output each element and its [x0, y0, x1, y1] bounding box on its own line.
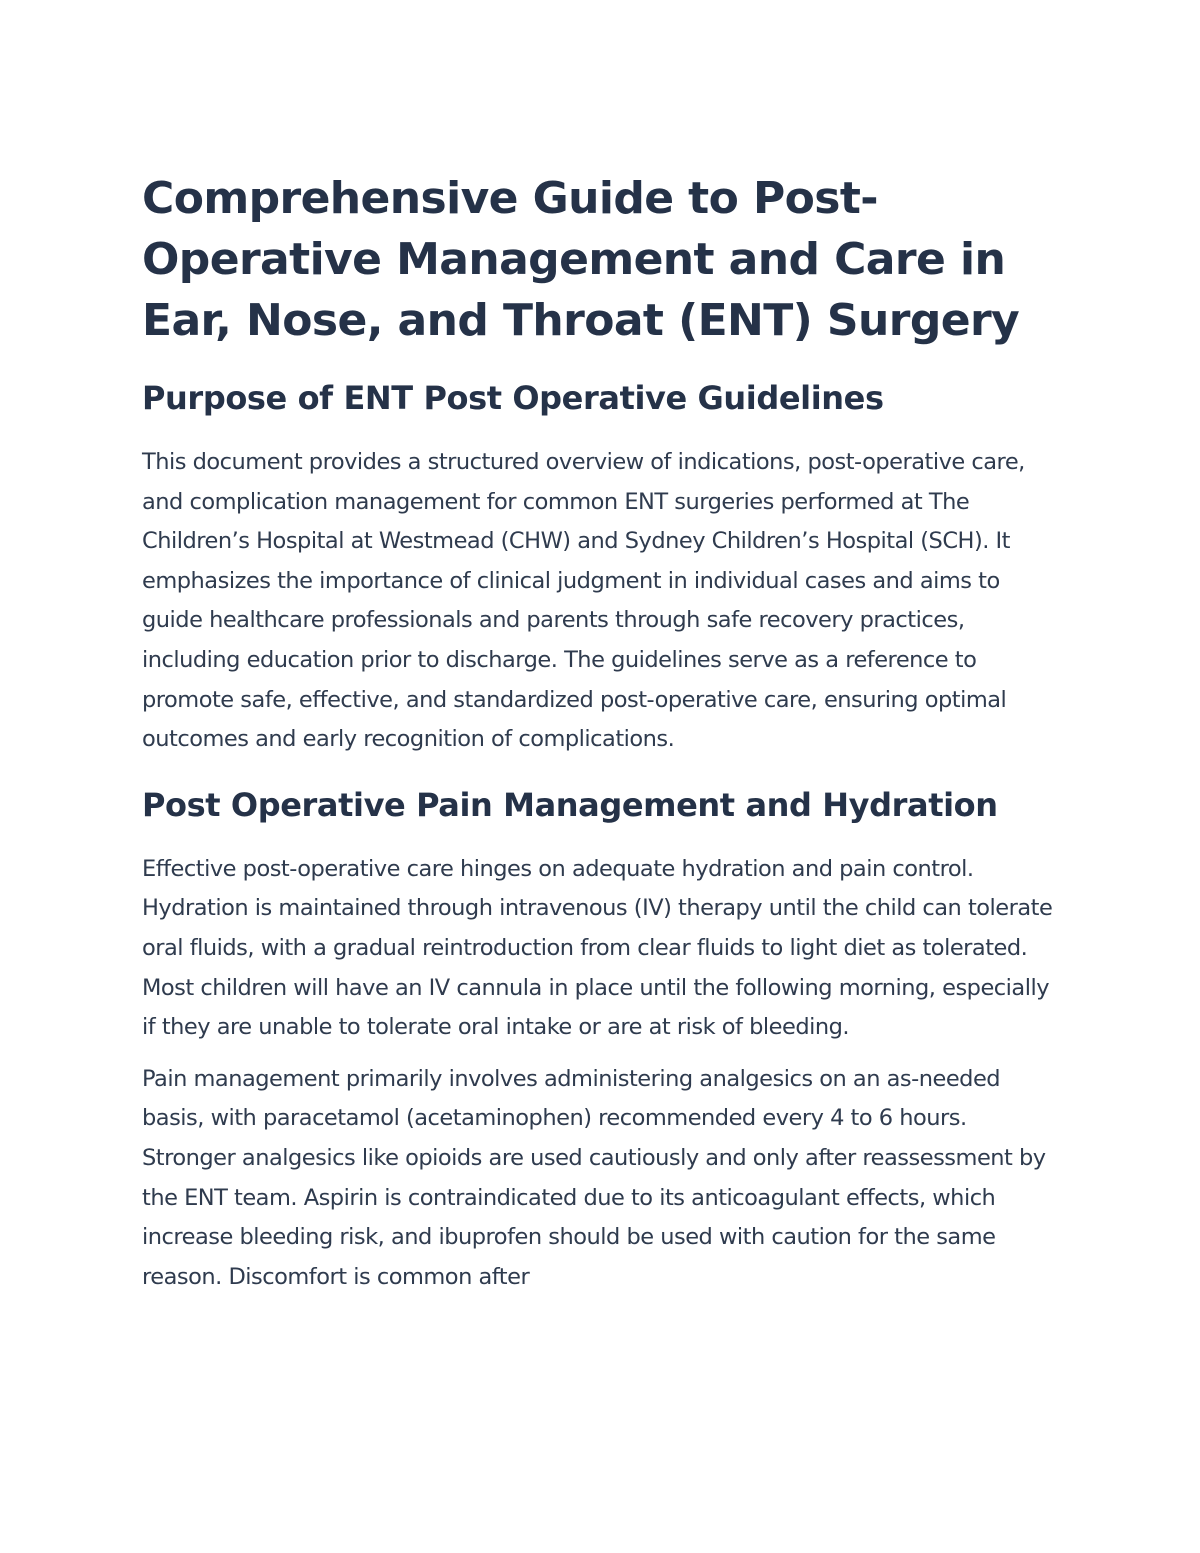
pain-paragraph: Pain management primarily involves administering analgesics on an as-needed basis, with paracetamol (acetaminophen) recommended every 4 to 6 hours. Stronger analgesics like opioids are used cautiously and only after reassessment by the ENT team. Aspirin is contraindicated due to its anticoagulant effects, which increase bleeding risk, and ibuprofen should be used with caution for the same reason. Discomfort is common after — [142, 1065, 1046, 1290]
section-heading-pain-management: Post Operative Pain Management and Hydration — [142, 785, 998, 824]
purpose-paragraph: This document provides a structured overview of indications, post-operative care, and complication management for common ENT surgeries performed at The Children’s Hospital at Westmead (CHW) and Sydney Children’s Hospital (SCH). It emphasizes the importance of clinical judgment in individual cases and aims to guide healthcare professionals and parents through safe recovery practices, including education prior to discharge. The guidelines serve as a reference to promote safe, effective, and standardized post-operative care, ensuring optimal outcomes and early recognition of complications. — [142, 449, 1025, 753]
document-title: Comprehensive Guide to Post-Operative Management and Care in Ear, Nose, and Throat (ENT) Surgery — [142, 173, 1020, 346]
section-heading-purpose: Purpose of ENT Post Operative Guidelines — [142, 379, 884, 417]
hydration-paragraph: Effective post-operative care hinges on adequate hydration and pain control. Hydration is maintained through intravenous (IV) therapy until the child can tolerate oral fluids, with a gradual reintroduction from clear fluids to light diet as tolerated. Most children will have an IV cannula in place until the following morning, especially if they are unable to tolerate oral intake or are at risk of bleeding. — [142, 855, 1053, 1041]
section-purpose — [142, 377, 1062, 760]
document-page — [142, 168, 1062, 1297]
section-pain-management — [142, 784, 1062, 1298]
